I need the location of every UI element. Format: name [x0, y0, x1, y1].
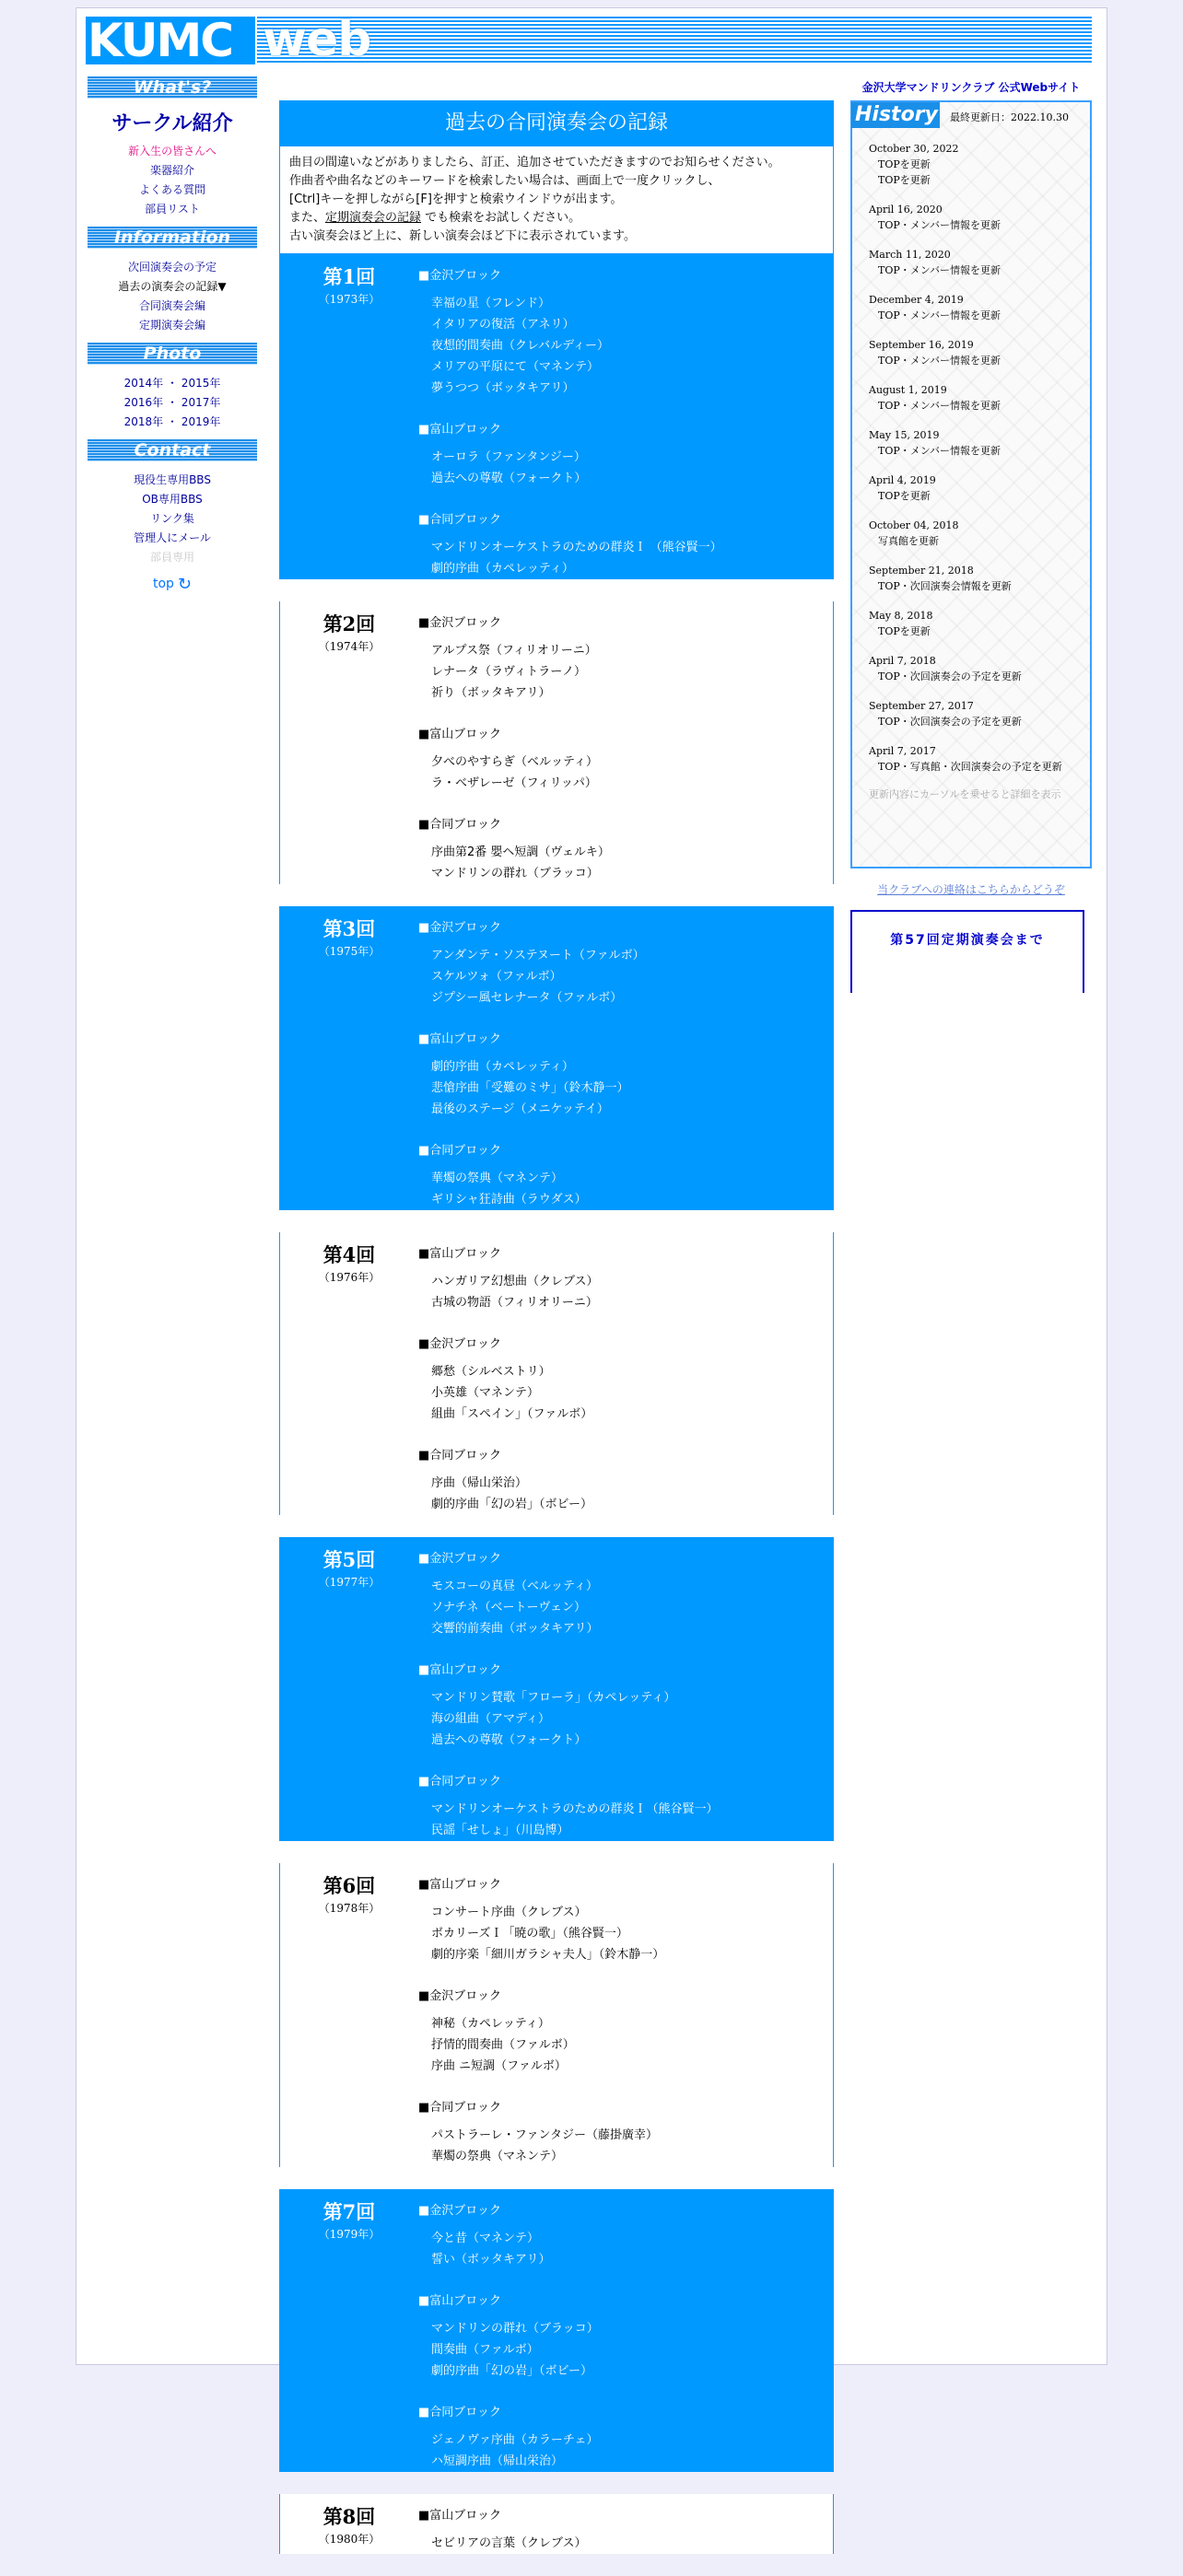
block-name: ■金沢ブロック: [418, 2204, 502, 2218]
concert-number: 第1回: [322, 265, 376, 288]
piece-item: ハンガリア幻想曲（クレブス）: [431, 1275, 599, 1288]
block-name: ■合同ブロック: [418, 1144, 502, 1158]
concert-program: [418, 1245, 833, 1515]
concert-number: 第6回: [322, 1874, 376, 1897]
program-block: [418, 1031, 827, 1120]
concert-section: [279, 2189, 834, 2472]
concert-program: [418, 2202, 833, 2472]
history-entry: [869, 563, 1081, 594]
piece-item: 過去への尊敬（フォークト）: [431, 1733, 587, 1747]
nav-link-members[interactable]: 部員リスト: [145, 203, 200, 216]
piece-item: セビリアの言葉（クレブス）: [431, 2536, 587, 2550]
piece-item: レナータ（ラヴィトラーノ）: [431, 665, 586, 679]
piece-item: イタリアの復活（アネリ）: [431, 318, 575, 332]
concert-year: （1979年）: [318, 2228, 381, 2241]
piece-item: 序曲（帰山栄治）: [431, 1476, 528, 1490]
piece-item: 今と昔（マネンテ）: [431, 2232, 540, 2245]
program-block: [418, 1245, 827, 1313]
block-name: ■合同ブロック: [418, 818, 502, 832]
nav-link-past-concerts[interactable]: 過去の演奏会の記録▼: [118, 280, 227, 293]
history-date: September 16, 2019: [869, 339, 974, 351]
history-logo: History: [851, 102, 940, 128]
concert-program: [418, 614, 833, 884]
nav-link-mail-admin[interactable]: 管理人にメール: [134, 531, 211, 544]
concert-heading: [280, 2505, 418, 2549]
history-update[interactable]: TOP・メンバー情報を更新: [878, 264, 1001, 276]
top-link[interactable]: [88, 575, 257, 594]
piece-item: 海の組曲（アマディ）: [431, 1712, 550, 1726]
block-name: ■合同ブロック: [418, 1449, 502, 1463]
history-entry: [869, 292, 1081, 323]
piece-item: 序曲第2番 嬰ヘ短調（ヴェルキ）: [431, 845, 610, 859]
history-date: May 15, 2019: [869, 429, 940, 441]
program-block: [418, 1550, 827, 1639]
history-note: 更新内容にカーソルを乗せると詳細を表示: [869, 788, 1061, 800]
history-update[interactable]: TOP・メンバー情報を更新: [878, 309, 1001, 321]
history-date: March 11, 2020: [869, 249, 951, 261]
piece-item: 組曲「スペイン」（ファルボ）: [431, 1407, 593, 1421]
countdown-box: 第57回定期演奏会まで: [850, 910, 1084, 993]
block-name: ■合同ブロック: [418, 1775, 502, 1789]
concert-heading: [280, 1874, 418, 1918]
top-label[interactable]: top: [152, 577, 174, 591]
concert-year: （1980年）: [318, 2533, 381, 2546]
contact-links: [88, 471, 257, 567]
nav-link-photo-2014[interactable]: 2014年 ・ 2015年: [123, 377, 221, 390]
program-block: [418, 1447, 827, 1515]
concert-program: [418, 2507, 833, 2554]
reload-icon[interactable]: ↻: [177, 575, 193, 594]
intro-line: [Ctrl]キーを押しながら[F]を押すと検索ウインドウが出ます。: [289, 192, 623, 206]
concert-program: [418, 1876, 833, 2167]
piece-item: ボカリーズＩ「暁の歌」（熊谷賢一）: [431, 1927, 628, 1941]
history-entry: [869, 382, 1081, 414]
concert-number: 第7回: [322, 2200, 376, 2223]
program-block: [418, 2202, 827, 2270]
concert-number: 第2回: [322, 612, 376, 635]
piece-item: 最後のステージ（メニケッテイ）: [431, 1102, 609, 1116]
program-block: [418, 816, 827, 884]
block-name: ■富山ブロック: [418, 1247, 502, 1261]
history-update[interactable]: TOP・次回演奏会の予定を更新: [878, 716, 1022, 728]
history-entry: [869, 608, 1081, 639]
nav-link-members-only[interactable]: 部員専用: [149, 551, 194, 564]
piece-item: 小英雄（マネンテ）: [431, 1386, 540, 1400]
nav-link-joint-concerts[interactable]: 合同演奏会編: [138, 299, 205, 312]
program-block: [418, 1661, 827, 1751]
history-entry: [869, 518, 1081, 549]
page-title: 過去の合同演奏会の記録: [279, 100, 834, 146]
photo-banner: Photo: [88, 343, 257, 365]
history-entry: [869, 653, 1081, 684]
piece-item: 序曲 ニ短調（ファルボ）: [431, 2059, 567, 2073]
information-banner: Information: [88, 227, 257, 249]
piece-item: 劇的序曲「幻の岩」（ボビー）: [431, 2364, 592, 2378]
history-update[interactable]: 写真館を更新: [878, 535, 939, 547]
block-name: ■合同ブロック: [418, 2406, 502, 2419]
history-entry: [869, 337, 1081, 368]
program-block: [418, 1987, 827, 2077]
program-block: [418, 2404, 827, 2472]
site-header: [86, 12, 1092, 67]
history-entry: [869, 141, 1081, 188]
information-links: [88, 258, 257, 335]
program-block: [418, 919, 827, 1008]
intro-line: 古い演奏会ほど上に、新しい演奏会ほど下に表示されています。: [289, 229, 636, 243]
history-update[interactable]: TOPを更新: [878, 158, 931, 170]
concert-number: 第3回: [322, 917, 376, 940]
history-panel: [850, 100, 1092, 868]
contact-banner: Contact: [88, 439, 257, 461]
nav-link-photo-2018[interactable]: 2018年 ・ 2019年: [123, 415, 221, 428]
piece-item: 華燭の祭典（マネンテ）: [431, 1171, 564, 1185]
program-block: [418, 421, 827, 489]
concert-section: [279, 254, 834, 579]
program-block: [418, 511, 827, 579]
piece-item: 劇的序曲（カペレッティ）: [431, 1060, 574, 1074]
intro-text-fragment: また、: [289, 211, 326, 225]
piece-item: 劇的序楽「細川ガラシャ夫人」（鈴木静一）: [431, 1948, 665, 1962]
piece-item: アンダンテ・ソステヌート（ファルボ）: [431, 949, 645, 962]
circle-intro-title[interactable]: サークル紹介: [111, 112, 233, 135]
piece-item: 過去への尊敬（フォークト）: [431, 472, 587, 485]
program-block: [418, 1335, 827, 1425]
piece-item: スケルツォ（ファルボ）: [431, 970, 562, 984]
nav-link-next-concert[interactable]: 次回演奏会の予定: [127, 261, 217, 274]
page-container: [76, 7, 1107, 2550]
block-name: ■富山ブロック: [418, 1032, 502, 1046]
piece-item: 間奏曲（ファルボ）: [431, 2343, 539, 2357]
program-block: [418, 1876, 827, 1965]
history-update[interactable]: TOP・次回演奏会情報を更新: [878, 580, 1012, 592]
piece-item: マンドリンオーケストラのための群炎Ｉ （熊谷賢一）: [431, 541, 722, 554]
piece-item: 劇的序曲「幻の岩」（ボビー）: [431, 1498, 592, 1511]
piece-item: 誓い（ボッタキアリ）: [431, 2253, 551, 2267]
intro-text-fragment: でも検索をお試しください。: [421, 211, 581, 225]
concert-heading: [280, 1548, 418, 1592]
concert-program: [418, 1550, 833, 1841]
history-update[interactable]: TOP・メンバー情報を更新: [878, 445, 1001, 457]
history-date: September 27, 2017: [869, 700, 974, 712]
concert-heading: [280, 265, 418, 309]
block-name: ■富山ブロック: [418, 423, 502, 437]
piece-item: 夢うつつ（ボッタキアリ）: [431, 381, 575, 395]
intro-text: [279, 146, 834, 254]
block-name: ■金沢ブロック: [418, 1552, 502, 1566]
piece-item: 古城の物語（フィリオリーニ）: [431, 1296, 598, 1310]
history-date: August 1, 2019: [869, 384, 947, 396]
concert-year: （1976年）: [318, 1271, 381, 1284]
piece-item: ジェノヴァ序曲（カラーチェ）: [431, 2433, 599, 2447]
block-name: ■金沢ブロック: [418, 921, 502, 935]
piece-item: 華燭の祭典（マネンテ）: [431, 2150, 564, 2163]
piece-item: 民謡「せしょ」（川島博）: [431, 1824, 569, 1837]
program-block: [418, 1142, 827, 1210]
program-block: [418, 614, 827, 704]
concert-section: [279, 601, 834, 884]
piece-item: 祈り（ボッタキアリ）: [431, 686, 551, 700]
block-name: ■金沢ブロック: [418, 616, 502, 630]
history-date: September 21, 2018: [869, 565, 974, 577]
program-block: [418, 2507, 827, 2554]
photo-links: [88, 374, 257, 432]
history-update[interactable]: TOP・メンバー情報を更新: [878, 219, 1001, 231]
block-name: ■富山ブロック: [418, 2509, 502, 2523]
regular-concert-record-link[interactable]: 定期演奏会の記録: [325, 211, 422, 225]
site-name: 金沢大学マンドリンクラブ 公式Webサイト: [861, 81, 1081, 94]
piece-item: 夜想的間奏曲（クレバルディー）: [431, 339, 610, 353]
concert-heading: [280, 612, 418, 657]
concert-heading: [280, 917, 418, 962]
history-update[interactable]: TOP・写真館・次回演奏会の予定を更新: [878, 761, 1062, 773]
history-date: December 4, 2019: [869, 294, 964, 306]
program-block: [418, 726, 827, 794]
left-navigation: [88, 76, 257, 594]
history-date: October 04, 2018: [869, 519, 959, 531]
intro-line: [289, 209, 826, 227]
piece-item: 悲愴序曲「受難のミサ」（鈴木静一）: [431, 1081, 629, 1095]
history-update[interactable]: TOP・メンバー情報を更新: [878, 355, 1001, 367]
piece-item: メリアの平原にて（マネンテ）: [431, 360, 600, 374]
concert-section: [279, 1232, 834, 1515]
program-block: [418, 2292, 827, 2382]
concert-year: （1973年）: [318, 293, 381, 306]
block-name: ■金沢ブロック: [418, 269, 502, 283]
nav-link-links[interactable]: リンク集: [150, 512, 194, 525]
history-entry: [869, 202, 1081, 233]
history-update[interactable]: TOPを更新: [878, 174, 931, 186]
piece-item: 幸福の星（フレンド）: [431, 297, 551, 310]
history-date: April 7, 2017: [869, 745, 936, 757]
piece-item: 劇的序曲（カペレッティ）: [431, 562, 574, 576]
piece-item: ジプシー風セレナータ（ファルボ）: [431, 991, 623, 1005]
nav-link-ob-bbs[interactable]: OB専用BBS: [142, 493, 203, 506]
nav-link-regular-concerts[interactable]: 定期演奏会編: [138, 319, 205, 332]
block-name: ■金沢ブロック: [418, 1989, 502, 2003]
piece-item: ギリシャ狂詩曲（ラウダス）: [431, 1193, 587, 1206]
piece-item: マンドリン賛歌「フローラ」（カペレッティ）: [431, 1691, 676, 1705]
history-update[interactable]: TOPを更新: [878, 490, 931, 502]
concert-section: [279, 1537, 834, 1841]
concert-section: [279, 906, 834, 1210]
concert-year: （1975年）: [318, 945, 381, 958]
intro-line: 曲目の間違いなどがありましたら、訂正、追加させていただきますのでお知らせください。: [289, 156, 780, 169]
piece-item: マンドリンの群れ（ブラッコ）: [431, 2322, 599, 2336]
piece-item: オーロラ（ファンタンジー）: [431, 450, 586, 464]
piece-item: モスコーの真昼（ベルッティ）: [431, 1579, 598, 1593]
contact-link[interactable]: 当クラブへの連絡はこちらからどうぞ: [877, 883, 1065, 896]
history-update[interactable]: TOP・メンバー情報を更新: [878, 400, 1001, 412]
piece-item: マンドリンオーケストラのための群炎Ｉ（熊谷賢一）: [431, 1802, 719, 1816]
concert-section: [279, 1863, 834, 2167]
history-date: April 16, 2020: [869, 204, 943, 216]
concert-heading: [280, 1243, 418, 1288]
program-block: [418, 267, 827, 399]
whats-banner: What's?: [88, 76, 257, 99]
program-block: [418, 1773, 827, 1841]
right-column: [850, 80, 1092, 993]
block-name: ■富山ブロック: [418, 728, 502, 741]
concert-heading: [280, 2200, 418, 2244]
piece-item: 神秘（カペレッティ）: [431, 2017, 550, 2031]
nav-link-photo-2016[interactable]: 2016年 ・ 2017年: [123, 396, 221, 409]
program-block: [418, 2099, 827, 2167]
nav-link-current-bbs[interactable]: 現役生専用BBS: [134, 473, 211, 486]
last-updated: 最終更新日：2022.10.30: [950, 111, 1069, 123]
history-list: [869, 141, 1081, 802]
intro-line: 作曲者や曲名などのキーワードを検索したい場合は、画面上で一度クリックし、: [289, 174, 720, 188]
block-name: ■合同ブロック: [418, 2101, 502, 2115]
concert-year: （1974年）: [318, 640, 381, 653]
piece-item: 夕べのやすらぎ（ベルッティ）: [431, 755, 598, 769]
history-entry: [869, 743, 1081, 775]
history-entry: [869, 472, 1081, 504]
piece-item: 抒情的間奏曲（ファルボ）: [431, 2038, 575, 2052]
block-name: ■金沢ブロック: [418, 1337, 502, 1351]
history-date: April 7, 2018: [869, 655, 936, 667]
piece-item: コンサート序曲（クレブス）: [431, 1906, 587, 1919]
nav-link-instruments[interactable]: 楽器紹介: [149, 164, 194, 177]
concert-number: 第5回: [322, 1548, 376, 1571]
concert-number: 第4回: [322, 1243, 376, 1266]
history-update[interactable]: TOP・次回演奏会の予定を更新: [878, 670, 1022, 682]
concert-year: （1977年）: [318, 1576, 381, 1589]
piece-item: パストラーレ・ファンタジー（藤掛廣幸）: [431, 2128, 658, 2142]
piece-item: アルプス祭（フィリオリーニ）: [431, 644, 597, 658]
piece-item: ハ短調序曲（帰山栄治）: [431, 2454, 564, 2468]
concert-list: [279, 254, 834, 2554]
piece-item: ソナチネ（ベートーヴェン）: [431, 1601, 586, 1614]
history-date: April 4, 2019: [869, 474, 936, 486]
block-name: ■富山ブロック: [418, 1663, 502, 1677]
concert-program: [418, 267, 833, 579]
history-entry: [869, 427, 1081, 459]
main-content: [279, 100, 834, 2576]
nav-link-faq[interactable]: よくある質問: [138, 183, 205, 196]
history-entry: [869, 698, 1081, 729]
concert-number: 第8回: [322, 2505, 376, 2528]
history-date: May 8, 2018: [869, 610, 933, 622]
concert-year: （1978年）: [318, 1902, 381, 1915]
history-entry: [869, 247, 1081, 278]
nav-link-freshmen[interactable]: 新入生の皆さんへ: [128, 145, 217, 157]
concert-program: [418, 919, 833, 1210]
logo-kumc[interactable]: KUMC: [86, 17, 255, 64]
piece-item: ラ・ベザレーゼ（フィリッパ）: [431, 776, 597, 790]
history-update[interactable]: TOPを更新: [878, 625, 931, 637]
piece-item: 交響的前奏曲（ボッタキアリ）: [431, 1622, 599, 1636]
block-name: ■合同ブロック: [418, 513, 502, 527]
block-name: ■富山ブロック: [418, 2294, 502, 2308]
piece-item: 郷愁（シルベストリ）: [431, 1365, 551, 1379]
whats-links: [88, 142, 257, 219]
logo-web: web: [257, 17, 1092, 64]
block-name: ■富山ブロック: [418, 1878, 502, 1892]
concert-section: [279, 2494, 834, 2554]
history-date: October 30, 2022: [869, 143, 959, 155]
piece-item: マンドリンの群れ（ブラッコ）: [431, 867, 599, 880]
